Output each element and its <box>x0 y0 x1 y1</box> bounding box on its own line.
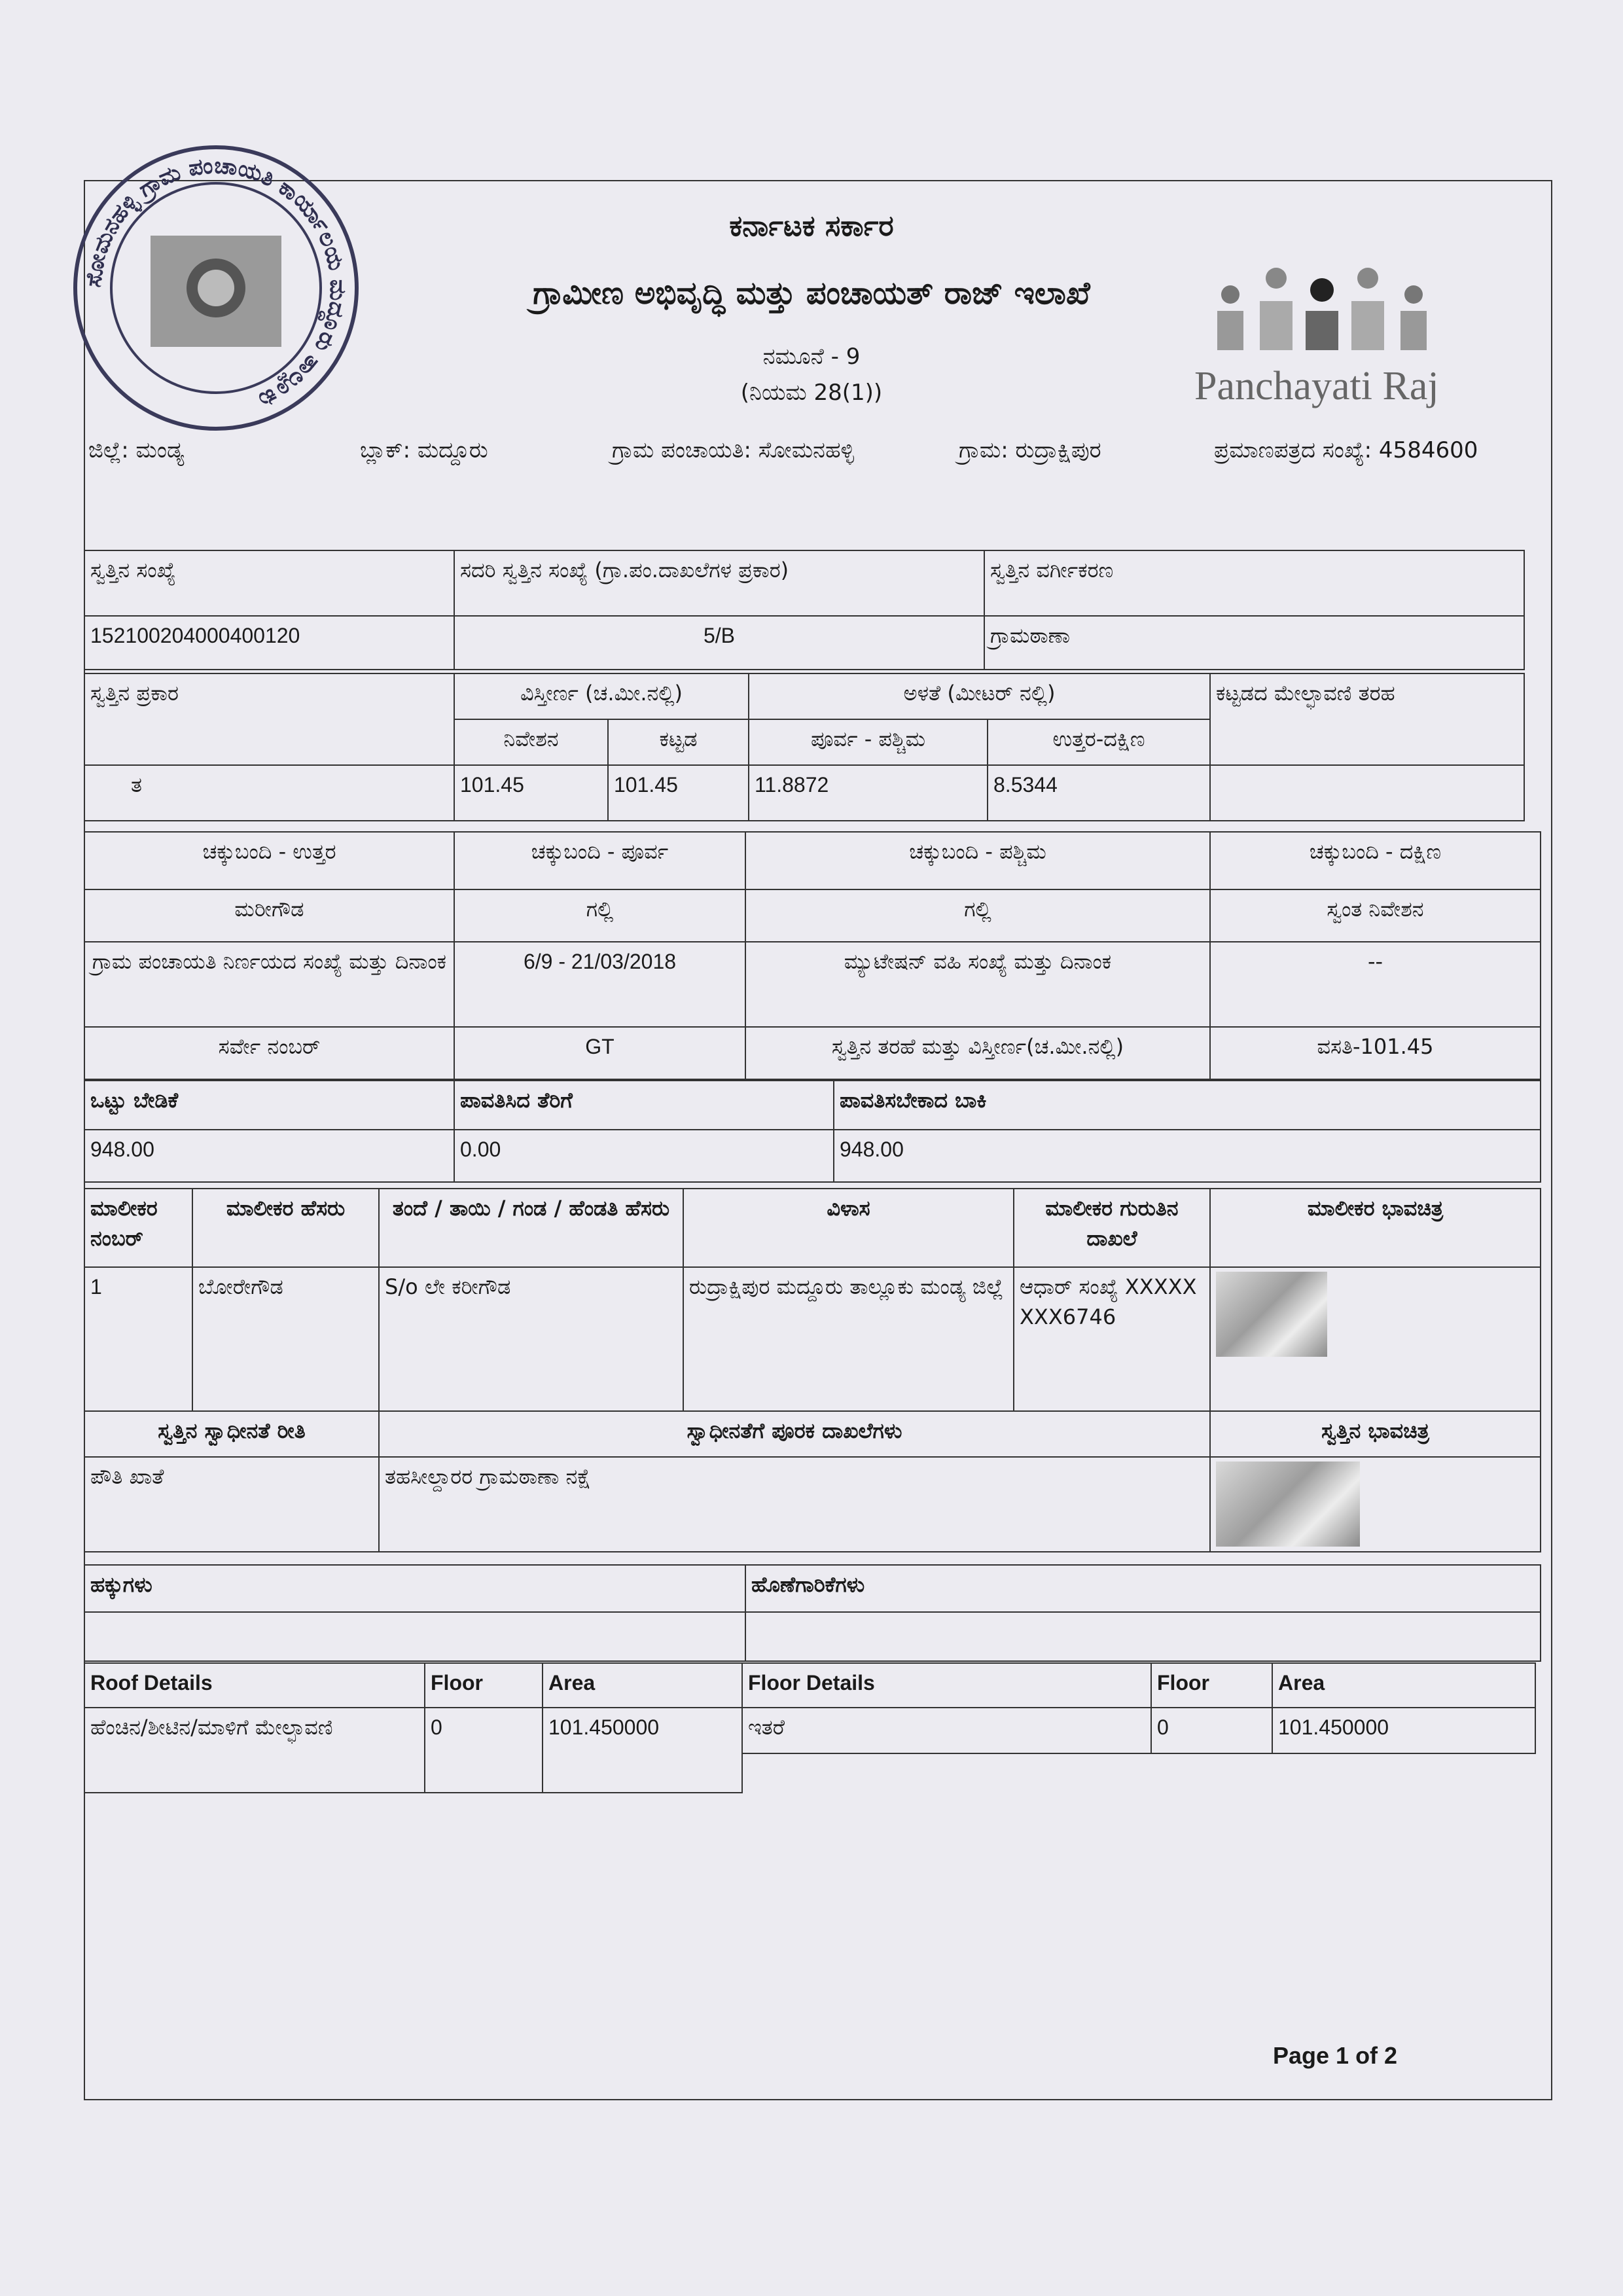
certificate-number: ಪ್ರಮಾಣಪತ್ರದ ಸಂಖ್ಯೆ: 4584600 <box>1214 437 1478 463</box>
site-label: ನಿವೇಶನ <box>454 719 608 765</box>
east-west-label: ಪೂರ್ವ - ಪಶ್ಚಿಮ <box>749 719 988 765</box>
floor-floor-label: Floor <box>1151 1663 1272 1708</box>
site-area-value: 101.45 <box>454 765 608 821</box>
address-label: ವಿಳಾಸ <box>683 1189 1014 1267</box>
boundary-west-label: ಚಕ್ಕುಬಂದಿ - ಪಶ್ಚಿಮ <box>745 832 1210 889</box>
boundary-north-value: ಮರೀಗೌಡ <box>84 889 454 942</box>
owner-photo-cell <box>1210 1267 1541 1411</box>
floor-floor-value: 0 <box>1151 1708 1272 1753</box>
seal-text: ಸೋಮನಹಳ್ಳಿ ಗ್ರಾಮ ಪಂಚಾಯತಿ ಕಾರ್ಯಾಲಯ ಮದ್ದೂರು ತಾಲ್ಲೂಕು <box>80 152 351 414</box>
owner-name-label: ಮಾಲೀಕರ ಹೆಸರು <box>192 1189 379 1267</box>
roof-floor-label: Floor <box>425 1663 543 1708</box>
survey-number-value: GT <box>454 1027 745 1079</box>
property-type-value: ತ <box>84 765 454 821</box>
rights-table <box>84 1564 1541 1662</box>
owner-name-value: ಬೋರೇಗೌಡ <box>192 1267 379 1411</box>
property-photo <box>1216 1462 1360 1547</box>
govt-title: ಕರ್ನಾಟಕ ಸರ್ಕಾರ <box>729 209 894 243</box>
property-type-label: ಸ್ವತ್ತಿನ ಪ್ರಕಾರ <box>84 673 454 765</box>
logo-text: Panchayati Raj <box>1194 364 1439 408</box>
property-nature-label: ಸ್ವತ್ತಿನ ತರಹೆ ಮತ್ತು ವಿಸ್ತೀರ್ಣ(ಚ.ಮೀ.ನಲ್ಲಿ) <box>745 1027 1210 1079</box>
relation-name-value: S/o ಲೇ ಕರೀಗೌಡ <box>379 1267 683 1411</box>
rights-label: ಹಕ್ಕುಗಳು <box>84 1565 745 1612</box>
mutation-value: -- <box>1210 942 1541 1027</box>
page-number: Page 1 of 2 <box>1273 2042 1398 2069</box>
liabilities-label: ಹೊಣೆಗಾರಿಕೆಗಳು <box>745 1565 1541 1612</box>
resolution-label: ಗ್ರಾಮ ಪಂಚಾಯತಿ ನಿರ್ಣಯದ ಸಂಖ್ಯೆ ಮತ್ತು ದಿನಾಂಕ <box>84 942 454 1027</box>
owner-number-value: 1 <box>84 1267 192 1411</box>
possession-mode-label: ಸ್ವತ್ತಿನ ಸ್ವಾಧೀನತೆ ರೀತಿ <box>84 1411 379 1457</box>
owner-id-value: ಆಧಾರ್ ಸಂಖ್ಯೆ XXXXXXXX6746 <box>1014 1267 1210 1411</box>
boundary-east-value: ಗಲ್ಲಿ <box>454 889 745 942</box>
boundary-west-value: ಗಲ್ಲಿ <box>745 889 1210 942</box>
owner-number-label: ಮಾಲೀಕರ ನಂಬರ್ <box>84 1189 192 1267</box>
classification-label: ಸ್ವತ್ತಿನ ವರ್ಗೀಕರಣ <box>984 550 1524 616</box>
block: ಬ್ಲಾಕ್: ಮದ್ದೂರು <box>360 437 488 463</box>
balance-due-label: ಪಾವತಿಸಬೇಕಾದ ಬಾಕಿ <box>834 1081 1541 1130</box>
north-south-value: 8.5344 <box>988 765 1210 821</box>
boundary-south-value: ಸ್ವಂತ ನಿವೇಶನ <box>1210 889 1541 942</box>
property-id-label: ಸ್ವತ್ತಿನ ಸಂಖ್ಯೆ <box>84 550 454 616</box>
owner-photo <box>1216 1272 1327 1357</box>
possession-docs-label: ಸ್ವಾಧೀನತೆಗೆ ಪೂರಕ ದಾಖಲೆಗಳು <box>379 1411 1210 1457</box>
building-label: ಕಟ್ಟಡ <box>608 719 749 765</box>
boundary-north-label: ಚಕ್ಕುಬಂದಿ - ಉತ್ತರ <box>84 832 454 889</box>
area-label: ವಿಸ್ತೀರ್ಣ (ಚ.ಮೀ.ನಲ್ಲಿ) <box>454 673 749 719</box>
rights-value <box>84 1612 745 1661</box>
owner-photo-label: ಮಾಲೀಕರ ಭಾವಚಿತ್ರ <box>1210 1189 1541 1267</box>
liabilities-value <box>745 1612 1541 1661</box>
floor-details-title: Floor Details <box>742 1663 1151 1708</box>
property-photo-cell <box>1210 1457 1541 1552</box>
roof-details-title: Roof Details <box>84 1663 425 1708</box>
building-area-value: 101.45 <box>608 765 749 821</box>
property-id-table <box>84 550 1525 670</box>
possession-table <box>84 1410 1541 1552</box>
dimensions-table <box>84 673 1525 821</box>
property-id-value: 152100204000400120 <box>84 616 454 670</box>
roof-type-value <box>1210 765 1524 821</box>
rule-number: (ನಿಯಮ 28(1)) <box>740 380 883 406</box>
roof-area-label: Area <box>543 1663 742 1708</box>
tax-table <box>84 1080 1541 1183</box>
classification-value: ಗ್ರಾಮಠಾಣಾ <box>984 616 1524 670</box>
boundaries-table <box>84 831 1541 1080</box>
relation-name-label: ತಂದೆ / ತಾಯಿ / ಗಂಡ / ಹೆಂಡತಿ ಹೆಸರು <box>379 1189 683 1267</box>
measurement-label: ಅಳತೆ (ಮೀಟರ್ ನಲ್ಲಿ) <box>749 673 1210 719</box>
old-number-value: 5/B <box>454 616 984 670</box>
boundary-south-label: ಚಕ್ಕುಬಂದಿ - ದಕ್ಷಿಣ <box>1210 832 1541 889</box>
north-south-label: ಉತ್ತರ-ದಕ್ಷಿಣ <box>988 719 1210 765</box>
owner-table <box>84 1188 1541 1412</box>
address-value: ರುದ್ರಾಕ್ಷಿಪುರ ಮದ್ದೂರು ತಾಲ್ಲೂಕು ಮಂಡ್ಯ ಜಿಲ್ಲೆ <box>683 1267 1014 1411</box>
floor-area-label: Area <box>1272 1663 1535 1708</box>
roof-type-label: ಕಟ್ಟಡದ ಮೇಲ್ಛಾವಣಿ ತರಹ <box>1210 673 1524 765</box>
property-photo-label: ಸ್ವತ್ತಿನ ಭಾವಚಿತ್ರ <box>1210 1411 1541 1457</box>
survey-number-label: ಸರ್ವೇ ನಂಬರ್ <box>84 1027 454 1079</box>
east-west-value: 11.8872 <box>749 765 988 821</box>
owner-id-label: ಮಾಲೀಕರ ಗುರುತಿನ ದಾಖಲೆ <box>1014 1189 1210 1267</box>
floor-type-cell: ಇತರೆ <box>742 1708 1151 1753</box>
village: ಗ್ರಾಮ: ರುದ್ರಾಕ್ಷಿಪುರ <box>959 437 1101 463</box>
roof-area-value: 101.450000 <box>543 1708 742 1793</box>
roof-floor-value: 0 <box>425 1708 543 1793</box>
possession-docs-value: ತಹಸೀಲ್ದಾರರ ಗ್ರಾಮಠಾಣಾ ನಕ್ಷೆ <box>379 1457 1210 1552</box>
floor-area-value: 101.450000 <box>1272 1708 1535 1753</box>
dept-title: ಗ್ರಾಮೀಣ ಅಭಿವೃದ್ಧಿ ಮತ್ತು ಪಂಚಾಯತ್ ರಾಜ್ ಇಲಾಖೆ <box>533 275 1090 312</box>
tax-paid-value: 0.00 <box>454 1130 834 1182</box>
property-nature-value: ವಸತಿ-101.45 <box>1210 1027 1541 1079</box>
total-demand-label: ಒಟ್ಟು ಬೇಡಿಕೆ <box>84 1081 454 1130</box>
district: ಜಿಲ್ಲೆ: ಮಂಡ್ಯ <box>88 437 185 463</box>
possession-mode-value: ಪೌತಿ ಖಾತೆ <box>84 1457 379 1552</box>
resolution-value: 6/9 - 21/03/2018 <box>454 942 745 1027</box>
balance-due-value: 948.00 <box>834 1130 1541 1182</box>
boundary-east-label: ಚಕ್ಕುಬಂದಿ - ಪೂರ್ವ <box>454 832 745 889</box>
floor-details-table <box>741 1662 1536 1754</box>
roof-type-cell: ಹೆಂಚಿನ/ಶೀಟಿನ/ಮಾಳಿಗೆ ಮೇಲ್ಛಾವಣಿ <box>84 1708 425 1793</box>
roof-details-table <box>84 1662 743 1793</box>
mutation-label: ಮ್ಯುಟೇಷನ್ ವಹಿ ಸಂಖ್ಯೆ ಮತ್ತು ದಿನಾಂಕ <box>745 942 1210 1027</box>
form-number: ನಮೂನೆ - 9 <box>762 344 861 370</box>
gram-panchayat: ಗ್ರಾಮ ಪಂಚಾಯತಿ: ಸೋಮನಹಳ್ಳಿ <box>612 437 855 463</box>
tax-paid-label: ಪಾವತಿಸಿದ ತೆರಿಗೆ <box>454 1081 834 1130</box>
old-number-label: ಸದರಿ ಸ್ವತ್ತಿನ ಸಂಖ್ಯೆ (ಗ್ರಾ.ಪಂ.ದಾಖಲೆಗಳ ಪ್ರಕಾರ) <box>454 550 984 616</box>
total-demand-value: 948.00 <box>84 1130 454 1182</box>
